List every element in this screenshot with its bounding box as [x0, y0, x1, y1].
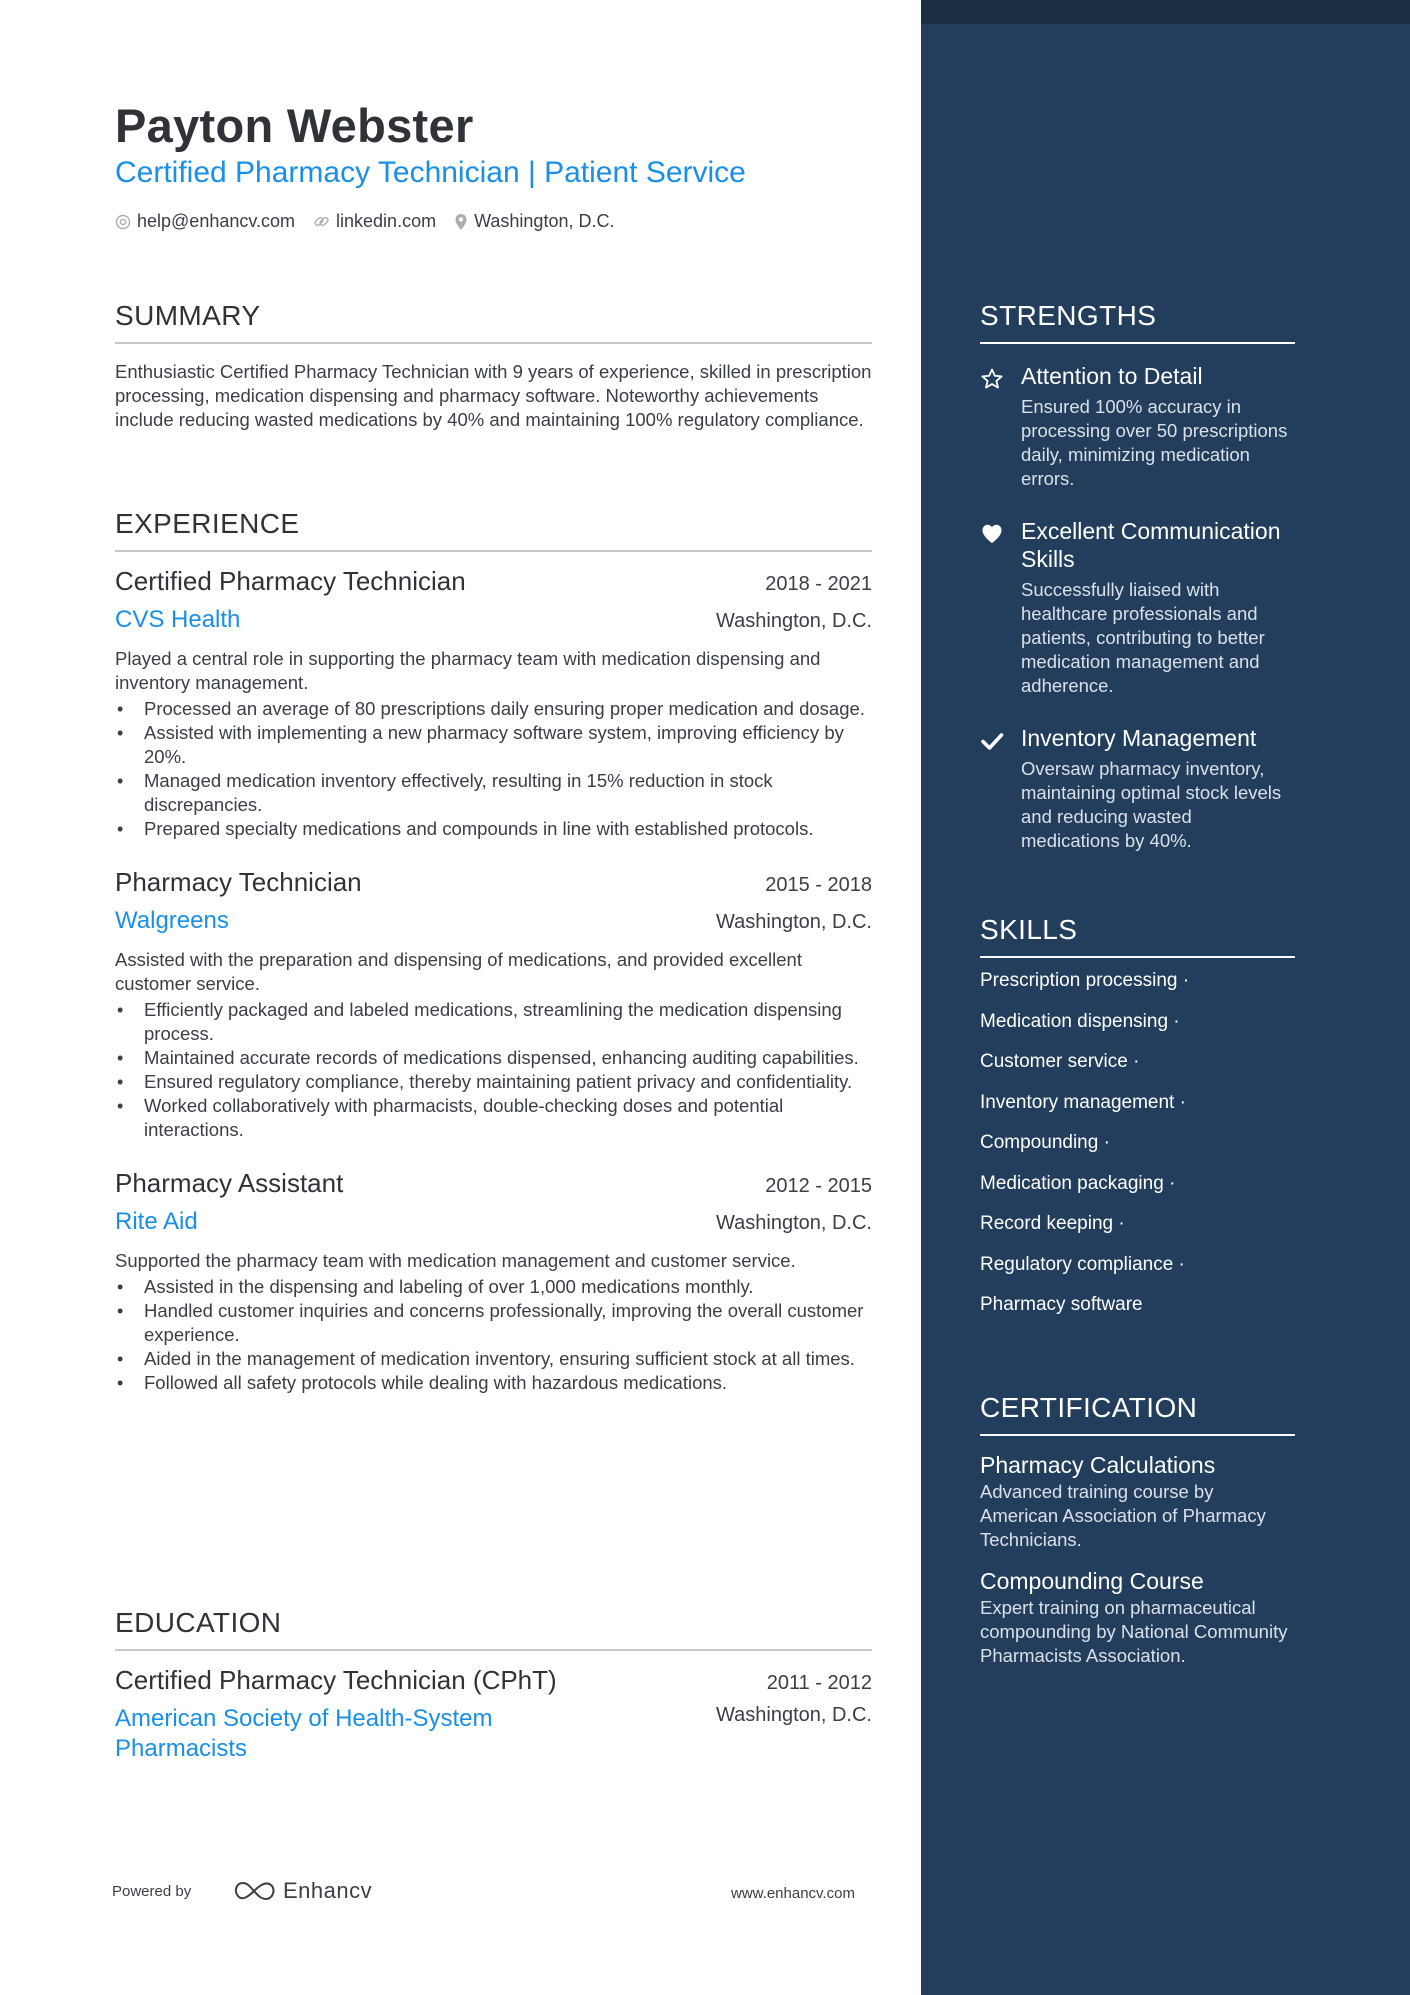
education-heading: EDUCATION — [115, 1607, 872, 1651]
job-dates: 2012 - 2015 — [765, 1175, 872, 1197]
summary-text: Enthusiastic Certified Pharmacy Technician with 9 years of experience, skilled in prescription processing, medication dispensing and pharmacy software. Noteworthy achievements include reducing wasted medications by 40% and maintaining 100% regulatory compliance. — [115, 361, 872, 430]
strength-description: Ensured 100% accuracy in processing over 50 prescriptions daily, minimizing medication errors. — [1021, 396, 1288, 489]
strength-description: Oversaw pharmacy inventory, maintaining optimal stock levels and reducing wasted medications by 40%. — [1021, 758, 1282, 851]
job-bullet: • Ensured regulatory compliance, thereby maintaining patient privacy and confidentiality. — [115, 1070, 872, 1094]
skills-section — [980, 914, 1295, 1326]
powered-by-label: Powered by — [112, 1883, 192, 1900]
skill-item: Medication dispensing · — [980, 1010, 1180, 1032]
footer-site-link[interactable]: www.enhancv.com — [731, 1885, 855, 1902]
job-title: Certified Pharmacy Technician — [115, 566, 466, 596]
job-bullet: • Managed medication inventory effectively, resulting in 15% reduction in stock discrepancies. — [115, 769, 872, 817]
contact-location — [454, 211, 614, 232]
education-dates: 2011 - 2012 — [766, 1672, 872, 1694]
certification-title: Compounding Course — [980, 1568, 1204, 1594]
link-icon — [313, 213, 330, 230]
skill-item: Inventory management · — [980, 1091, 1186, 1113]
job-dates: 2018 - 2021 — [765, 573, 872, 595]
job-bullets — [115, 1275, 872, 1395]
skill-item: Medication packaging · — [980, 1172, 1176, 1194]
certification-heading: CERTIFICATION — [980, 1392, 1295, 1436]
certification-description: Expert training on pharmaceutical compounding by National Community Pharmacists Association. — [980, 1597, 1288, 1666]
job-description: Played a central role in supporting the pharmacy team with medication dispensing and inventory management. — [115, 648, 821, 693]
job-dates: 2015 - 2018 — [765, 874, 872, 896]
enhancv-logo-icon — [231, 1879, 277, 1903]
job-description: Assisted with the preparation and dispensing of medications, and provided excellent customer service. — [115, 949, 802, 994]
strength-item — [980, 362, 1295, 491]
location-pin-icon — [454, 213, 468, 231]
contact-website[interactable] — [313, 211, 436, 232]
summary-heading: SUMMARY — [115, 300, 872, 344]
candidate-tagline: Certified Pharmacy Technician | Patient Service — [115, 156, 746, 189]
contact-website-text: linkedin.com — [336, 211, 437, 231]
star-icon — [980, 367, 1004, 391]
job-title: Pharmacy Technician — [115, 867, 362, 897]
check-icon — [980, 729, 1004, 753]
certification-description: Advanced training course by American Association of Pharmacy Technicians. — [980, 1481, 1266, 1550]
job-description: Supported the pharmacy team with medication management and customer service. — [115, 1250, 796, 1271]
job-bullet: • Maintained accurate records of medications dispensed, enhancing auditing capabilities. — [115, 1046, 872, 1070]
skill-item: Customer service · — [980, 1051, 1140, 1072]
contact-bar — [115, 211, 632, 232]
job-bullet: • Prepared specialty medications and compounds in line with established protocols. — [115, 817, 872, 841]
job-company: Walgreens — [115, 907, 229, 934]
contact-email[interactable] — [115, 211, 295, 232]
sidebar-top-strip — [921, 0, 1410, 24]
strength-title: Excellent Communication Skills — [1021, 518, 1281, 572]
job-company: Rite Aid — [115, 1208, 198, 1235]
job-location: Washington, D.C. — [716, 1212, 872, 1234]
strength-title: Attention to Detail — [1021, 363, 1203, 389]
experience-heading: EXPERIENCE — [115, 508, 872, 552]
strength-item — [980, 724, 1295, 853]
at-icon — [115, 214, 131, 230]
job-location: Washington, D.C. — [716, 911, 872, 933]
job-entry — [115, 867, 872, 1142]
education-entry — [115, 1665, 872, 1764]
skill-item: Prescription processing · — [980, 970, 1190, 991]
job-entry — [115, 1168, 872, 1395]
job-bullet: • Followed all safety protocols while dealing with hazardous medications. — [115, 1371, 872, 1395]
job-bullet: • Worked collaboratively with pharmacists, double-checking doses and potential interactions. — [115, 1094, 872, 1142]
job-bullet: • Efficiently packaged and labeled medications, streamlining the medication dispensing process. — [115, 998, 872, 1046]
strength-item — [980, 517, 1295, 698]
heart-icon — [980, 522, 1004, 546]
education-location: Washington, D.C. — [716, 1704, 872, 1726]
strength-description: Successfully liaised with healthcare professionals and patients, contributing to better medication management and adherence. — [1021, 579, 1265, 696]
skill-item: Regulatory compliance · — [980, 1253, 1185, 1275]
job-bullets — [115, 697, 872, 841]
contact-location-text: Washington, D.C. — [474, 211, 615, 231]
school-name: American Society of Health-System Pharmacists — [115, 1705, 493, 1762]
job-location: Washington, D.C. — [716, 610, 872, 632]
strengths-heading: STRENGTHS — [980, 300, 1295, 344]
candidate-name: Payton Webster — [115, 99, 474, 152]
education-section — [115, 1607, 872, 1764]
job-bullet: • Handled customer inquiries and concerns professionally, improving the overall customer experience. — [115, 1299, 872, 1347]
skills-heading: SKILLS — [980, 914, 1295, 958]
job-bullet: • Aided in the management of medication inventory, ensuring sufficient stock at all times. — [115, 1347, 872, 1371]
job-title: Pharmacy Assistant — [115, 1168, 344, 1198]
job-bullet: • Assisted with implementing a new pharmacy software system, improving efficiency by 20%. — [115, 721, 872, 769]
job-entry — [115, 566, 872, 841]
skills-list — [980, 961, 1295, 1326]
job-bullet: • Processed an average of 80 prescriptions daily ensuring proper medication and dosage. — [115, 697, 872, 721]
certification-item — [980, 1450, 1295, 1552]
strengths-section — [980, 300, 1295, 853]
contact-email-text: help@enhancv.com — [137, 211, 296, 231]
summary-section — [115, 300, 872, 432]
skill-item: Record keeping · — [980, 1213, 1125, 1234]
job-company: CVS Health — [115, 606, 241, 633]
certification-item — [980, 1566, 1295, 1668]
certification-section — [980, 1392, 1295, 1668]
skill-item: Pharmacy software — [980, 1294, 1143, 1315]
job-bullet: • Assisted in the dispensing and labeling of over 1,000 medications monthly. — [115, 1275, 872, 1299]
degree-title: Certified Pharmacy Technician (CPhT) — [115, 1665, 557, 1695]
job-bullets — [115, 998, 872, 1142]
certification-title: Pharmacy Calculations — [980, 1452, 1216, 1478]
skill-item: Compounding · — [980, 1132, 1110, 1153]
strength-title: Inventory Management — [1021, 725, 1257, 751]
experience-section — [115, 508, 872, 1395]
enhancv-logo-text: Enhancv — [283, 1878, 373, 1903]
enhancv-logo[interactable] — [231, 1878, 372, 1904]
